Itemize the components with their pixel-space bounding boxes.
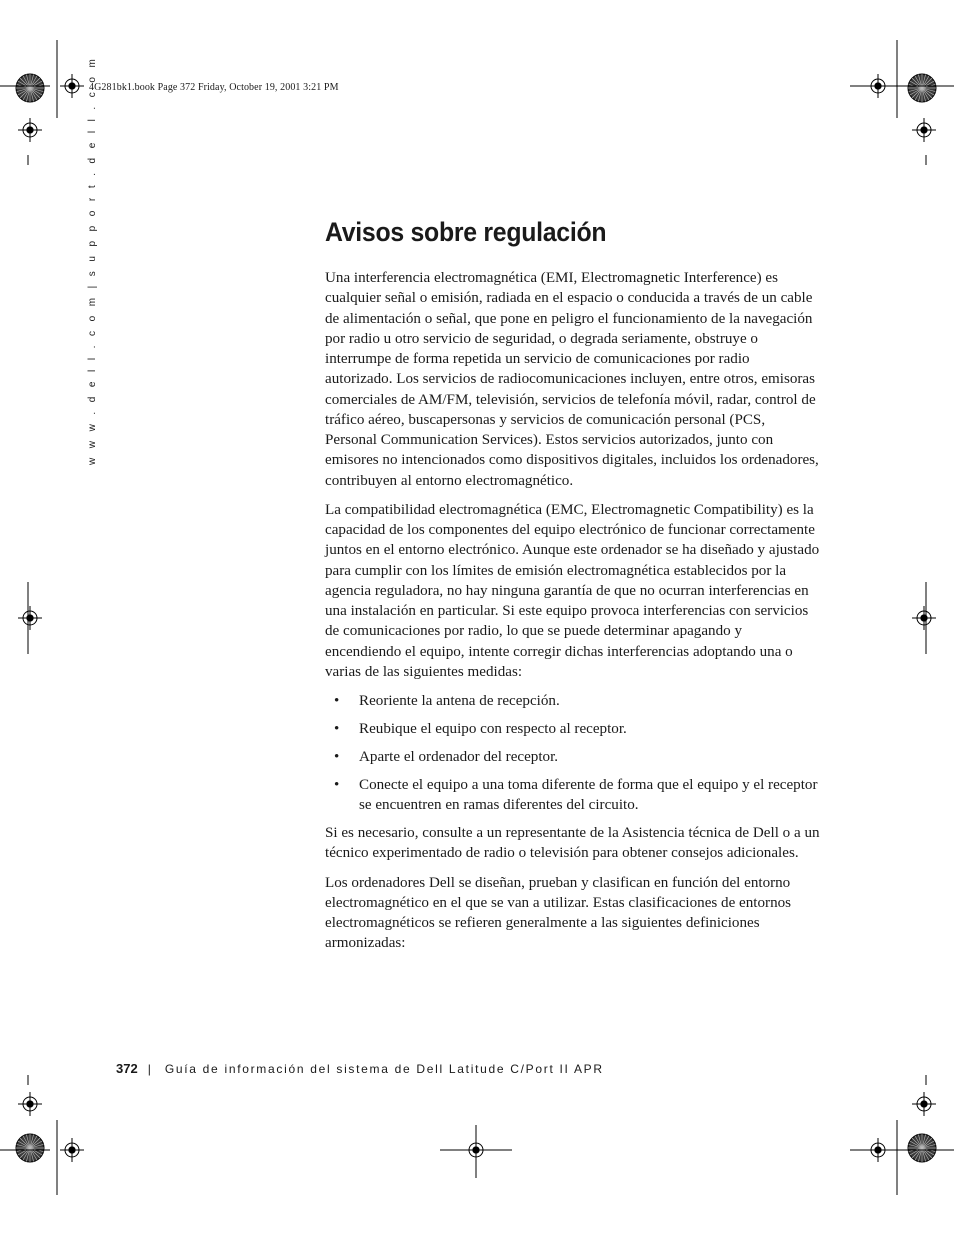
- bullet-symbol: •: [334, 721, 340, 737]
- print-header-line: 4G281bk1.book Page 372 Friday, October 19, 2001 3:21 PM: [89, 82, 339, 93]
- page-title: Avisos sobre regulación: [325, 217, 607, 247]
- bullet-symbol: •: [334, 693, 340, 709]
- paragraph-classification: Los ordenadores Dell se diseñan, prueban y clasifican en función del entorno electromagnético en el que se van a utilizar. Estas clasificaciones de entornos electromagnéticos se refieren generalmente a las siguientes definiciones armonizadas:: [325, 874, 792, 952]
- footer-separator: |: [147, 1062, 151, 1076]
- list-item-text: Conecte el equipo a una toma diferente de forma que el equipo y el receptor se encuentren en ramas diferentes del circuito.: [359, 777, 818, 813]
- list-item: [325, 747, 820, 767]
- list-item: [325, 691, 820, 711]
- paragraph-support: Si es necesario, consulte a un representante de la Asistencia técnica de Dell o a un técnico experimentado de radio o televisión para obtener consejos adicionales.: [325, 825, 820, 862]
- page-footer: [116, 1061, 604, 1076]
- list-item: [325, 775, 820, 815]
- paragraph-emc: La compatibilidad electromagnética (EMC, Electromagnetic Compatibility) es la capacidad de los componentes del equipo electrónico de funcionar correctamente juntos en el entorno electrónico. Aunque este ordenador se ha diseñado y ajustado para cumplir con los límites de emisión electromagnética establecidos por la agencia reguladora, no hay ninguna garantía de que no ocurran interferencias en una instalación en particular. Si este equipo provoca interferencias con servicios de comunicaciones por radio, lo que se puede determinar apagando y encendiendo el equipo, intente corregir dichas interferencias adoptando una o varias de las siguientes medidas:: [325, 501, 820, 680]
- list-item: [325, 719, 820, 739]
- bullet-symbol: •: [334, 749, 340, 765]
- list-item-text: Aparte el ordenador del receptor.: [359, 749, 559, 765]
- sidebar-url-text: w w w . d e l l . c o m | s u p p o r t . d e l l . c o m: [87, 55, 98, 465]
- bullet-symbol: •: [334, 777, 340, 793]
- footer-book-title: Guía de información del sistema de Dell Latitude C/Port II APR: [164, 1062, 604, 1076]
- main-content: [325, 212, 820, 963]
- list-item-text: Reubique el equipo con respecto al receptor.: [359, 721, 627, 737]
- measures-list: [325, 691, 820, 815]
- paragraph-emi: Una interferencia electromagnética (EMI, Electromagnetic Interference) es cualquier señal o emisión, radiada en el espacio o conducida a través de un cable de alimentación o señal, que pone en peligro el funcionamiento de la navegación por radio u otro servicio de seguridad, o degrada seriamente, obstruye o interrumpe de forma repetida un servicio de comunicaciones por radio autorizado. Los servicios de radiocomunicaciones incluyen, entre otros, emisoras comerciales de AM/FM, televisión, servicios de telefonía móvil, radar, control de tráfico aéreo, buscapersonas y servicios de comunicación personal (PCS, Personal Communication Services). Estos servicios autorizados, junto con emisores no intencionados como dispositivos digitales, incluidos los ordenadores, contribuyen al entorno electromagnético.: [325, 270, 819, 489]
- page-number: 372: [116, 1061, 138, 1076]
- list-item-text: Reoriente la antena de recepción.: [359, 693, 560, 709]
